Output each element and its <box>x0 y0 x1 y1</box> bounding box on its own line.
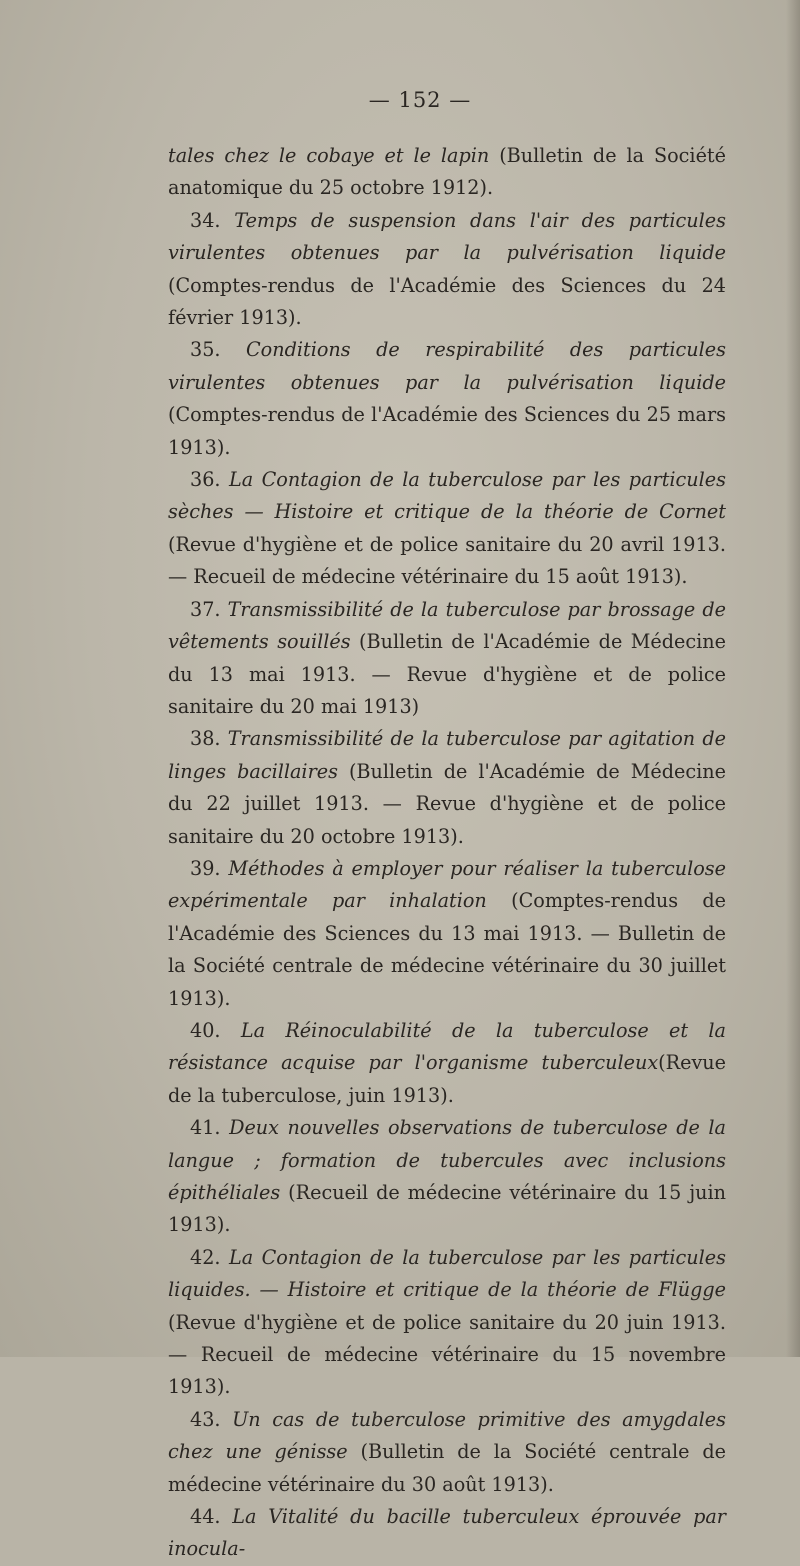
bibliography-entry-44 <box>168 1501 726 1566</box>
bibliography-entry-43 <box>168 1404 726 1501</box>
bibliography-entry-34 <box>168 205 726 335</box>
entry-number: 35. <box>190 338 221 362</box>
entry-title: Transmissibilité de la tuberculose par agitation de linges bacillaires <box>168 727 726 783</box>
bibliography-entry-37 <box>168 594 726 724</box>
entry-title: Temps de suspension dans l'air des particules virulentes obtenues par la pulvérisation liquide <box>168 208 726 265</box>
entry-title: Un cas de tuberculose primitive des amygdales chez une génisse <box>168 1407 726 1464</box>
entry-title: Deux nouvelles observations de tuberculose de la langue ; formation de tubercules avec inclusions épithéliales <box>168 1116 726 1204</box>
entry-title: Transmissibilité de la tuberculose par brossage de vêtements souillés <box>168 597 726 654</box>
entry-title: La Vitalité du bacille tuberculeux éprouvée par inocula- <box>168 1505 726 1561</box>
entry-source: (Bulletin de l'Académie de Médecine du 13 mai 1913. — Revue d'hygiène et de police sanitaire du 20 mai 1913) <box>168 630 727 718</box>
page-edge-shadow <box>786 0 800 1357</box>
entry-number: 34. <box>190 208 221 232</box>
bibliography-entry-35 <box>168 334 726 464</box>
entry-title: La Contagion de la tuberculose par les particules sèches — Histoire et critique de la théorie de Cornet <box>168 468 726 524</box>
entry-number: 44. <box>190 1505 221 1529</box>
entry-source: (Comptes-rendus de l'Académie des Sciences du 24 février 1913). <box>168 273 726 330</box>
entry-source: (Bulletin de la Société anatomique du 25 octobre 1912). <box>168 144 726 200</box>
entry-source: (Comptes-rendus de l'Académie des Sciences du 13 mai 1913. — Bulletin de la Société centrale de médecine vétérinaire du 30 juillet 1913). <box>168 889 726 1010</box>
entry-number: 38. <box>190 727 221 751</box>
entry-source: (Revue d'hygiène et de police sanitaire du 20 juin 1913. — Recueil de médecine vétérinaire du 15 novembre 1913). <box>168 1310 726 1399</box>
entry-source: (Comptes-rendus de l'Académie des Sciences du 25 mars 1913). <box>168 403 726 459</box>
bibliography-entry-36 <box>168 464 726 594</box>
bibliography-entry-38 <box>168 723 726 853</box>
entry-number: 37. <box>190 597 221 621</box>
entry-number: 36. <box>190 468 221 492</box>
entry-source: (Revue d'hygiène et de police sanitaire du 20 avril 1913. — Recueil de médecine vétérinaire du 15 août 1913). <box>168 532 726 589</box>
entry-title: La Contagion de la tuberculose par les particules liquides. — Histoire et critique de la théorie de Flügge <box>168 1245 726 1302</box>
entry-title: tales chez le cobaye et le lapin <box>168 144 490 167</box>
entry-title: Conditions de respirabilité des particules virulentes obtenues par la pulvérisation liquide <box>168 338 726 394</box>
bibliography-list <box>168 140 726 1566</box>
bibliography-entry-39 <box>168 853 726 1015</box>
page-number: — 152 — <box>368 88 472 112</box>
entry-title: Méthodes à employer pour réaliser la tuberculose expérimentale par inhalation <box>168 856 726 913</box>
continued-entry <box>168 140 726 205</box>
bibliography-entry-42 <box>168 1242 726 1404</box>
entry-number: 39. <box>190 856 221 880</box>
entry-title: La Réinoculabilité de la tuberculose et la résistance acquise par l'organisme tuberculeux <box>168 1018 726 1075</box>
bibliography-entry-40 <box>168 1015 726 1112</box>
entry-source: (Recueil de médecine vétérinaire du 15 juin 1913). <box>168 1181 726 1237</box>
entry-number: 40. <box>190 1018 221 1042</box>
entry-number: 41. <box>190 1116 221 1140</box>
bibliography-entry-41 <box>168 1112 726 1242</box>
entry-number: 42. <box>190 1245 221 1269</box>
entry-source: (Bulletin de la Société centrale de médecine vétérinaire du 30 août 1913). <box>168 1440 726 1496</box>
entry-source: (Bulletin de l'Académie de Médecine du 22 juillet 1913. — Revue d'hygiène et de police sanitaire du 20 octobre 1913). <box>168 759 727 848</box>
entry-number: 43. <box>190 1407 221 1431</box>
entry-source: (Revue de la tuberculose, juin 1913). <box>168 1051 726 1107</box>
